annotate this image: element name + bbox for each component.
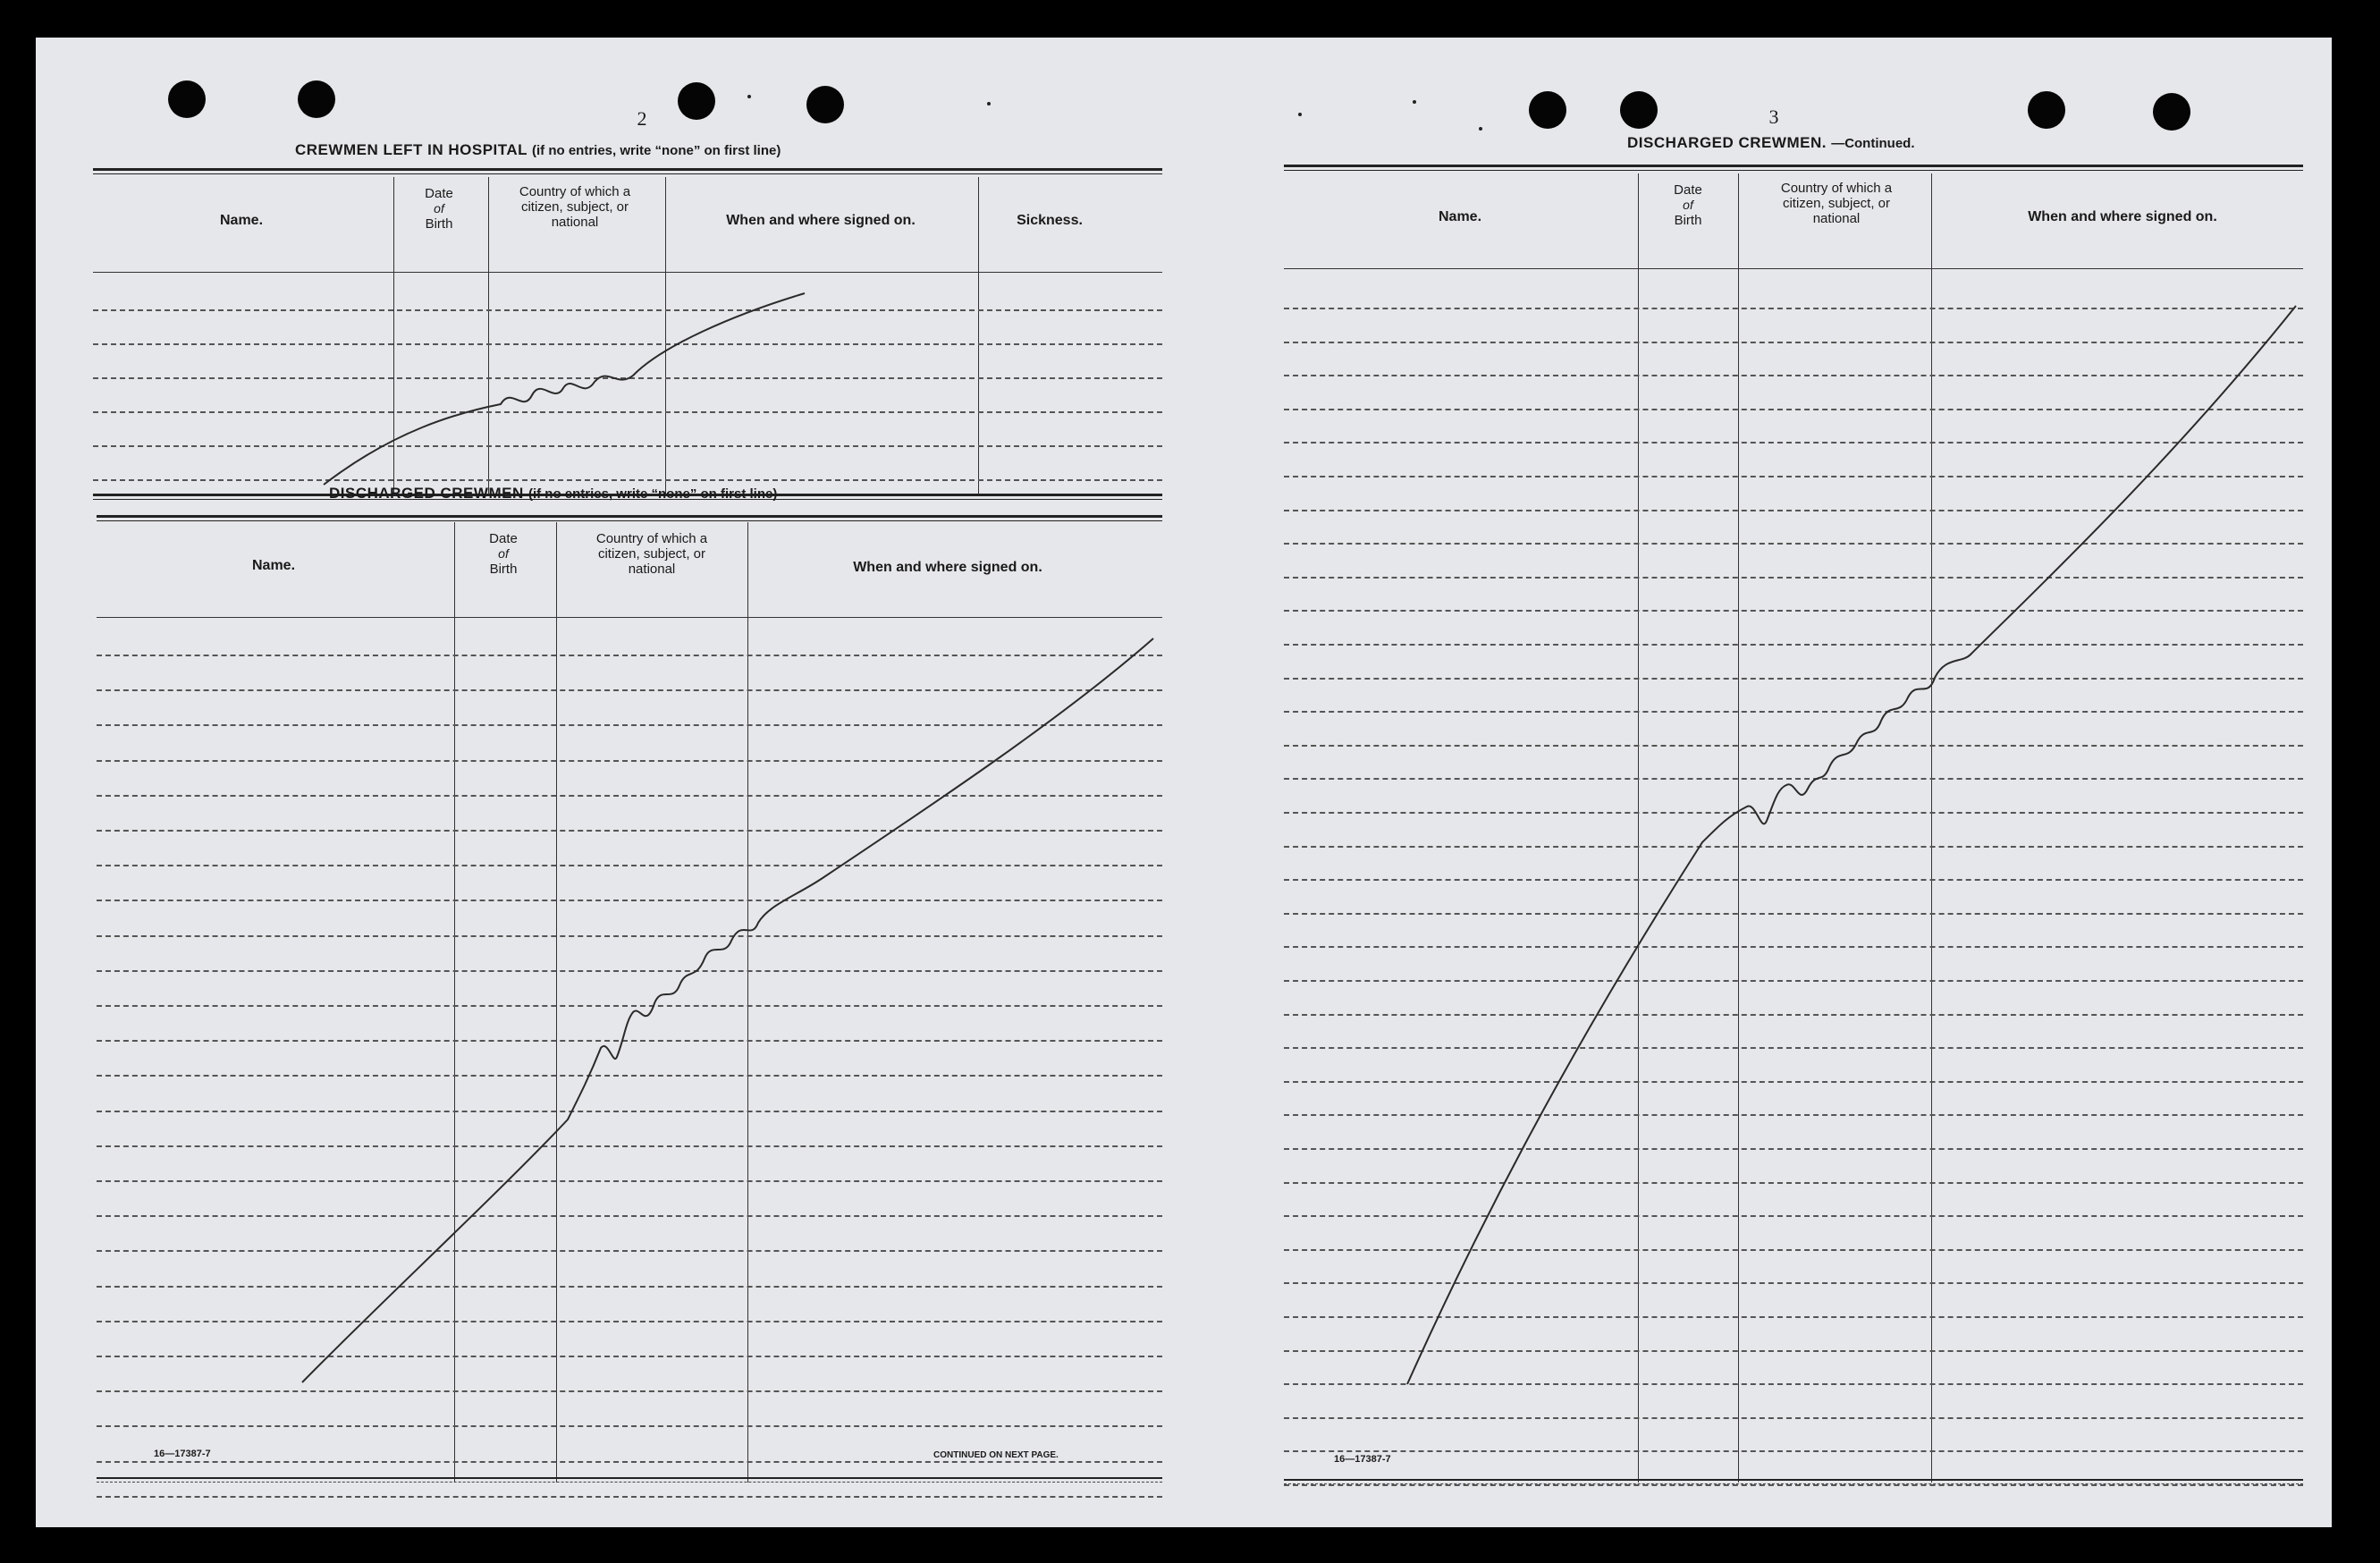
- table-row: [1284, 846, 2303, 848]
- table-row: [1284, 308, 2303, 309]
- country-line1: Country of which a: [1780, 181, 1893, 196]
- speck: [1298, 113, 1302, 116]
- discharged-title-note: (if no entries, write “none” on first line): [527, 486, 778, 502]
- table-row: [1284, 1450, 2303, 1452]
- country-line3: national: [551, 215, 599, 230]
- table-row: [1284, 1316, 2303, 1318]
- table-row: [97, 1145, 1162, 1147]
- col-header-signed: When and where signed on.: [2028, 209, 2217, 224]
- table-row: [97, 1180, 1162, 1182]
- col-header-dob: [454, 531, 553, 577]
- table-row: [1284, 610, 2303, 612]
- table-row: [1284, 1417, 2303, 1419]
- hospital-top-rule: [93, 168, 1162, 171]
- punch-hole: [2153, 93, 2190, 131]
- table-row: [1284, 644, 2303, 646]
- discharged-bottom-rule: [97, 1477, 1162, 1479]
- col-header-country: [556, 531, 747, 577]
- speck: [987, 102, 991, 106]
- table-row: [1284, 577, 2303, 579]
- table-row: [97, 1040, 1162, 1042]
- column-divider: [747, 522, 748, 1483]
- column-divider: [556, 522, 557, 1483]
- col-header-name: Name.: [1438, 209, 1482, 224]
- table-row: [1284, 980, 2303, 982]
- hospital-table: [93, 177, 1162, 497]
- dob-line1: Date: [425, 186, 453, 201]
- hospital-section-title: [295, 141, 781, 159]
- table-row: [97, 795, 1162, 797]
- dob-line3: Birth: [425, 216, 453, 232]
- punch-hole: [806, 86, 844, 123]
- table-row: [93, 343, 1162, 345]
- table-row: [1284, 476, 2303, 477]
- col-header-signed: When and where signed on.: [726, 213, 916, 228]
- page-number: 2: [637, 107, 647, 130]
- table-row: [97, 760, 1162, 762]
- dob-line1: Date: [1674, 182, 1702, 198]
- table-row: [97, 724, 1162, 726]
- column-divider: [1638, 173, 1639, 1483]
- dob-line1: Date: [489, 531, 518, 546]
- column-divider: [1738, 173, 1739, 1483]
- table-row: [97, 1425, 1162, 1427]
- dob-line2: of: [434, 201, 444, 215]
- dob-line2: of: [498, 546, 509, 561]
- page-3: [1184, 38, 2332, 1527]
- discharged-continued-note: —Continued.: [1831, 136, 1915, 151]
- table-row: [1284, 745, 2303, 747]
- table-row: [1284, 543, 2303, 545]
- table-row: [97, 1356, 1162, 1357]
- continued-note: CONTINUED ON NEXT PAGE.: [933, 1450, 1059, 1460]
- table-row: [97, 1005, 1162, 1007]
- table-row: [1284, 678, 2303, 680]
- dob-line3: Birth: [1674, 213, 1702, 228]
- table-row: [1284, 1148, 2303, 1150]
- punch-hole: [2028, 91, 2065, 129]
- table-row: [1284, 1383, 2303, 1385]
- punch-hole: [168, 80, 206, 118]
- col-header-country: [488, 184, 662, 230]
- table-row: [97, 970, 1162, 972]
- table-row: [1284, 879, 2303, 881]
- discharged-top-rule: [97, 515, 1162, 518]
- column-divider: [1931, 173, 1932, 1483]
- discharged-section-title: [329, 485, 777, 503]
- table-row: [1284, 442, 2303, 444]
- table-row: [1284, 1215, 2303, 1217]
- country-line1: Country of which a: [595, 531, 708, 546]
- country-line2: citizen, subject, or: [1782, 196, 1891, 211]
- header-underline: [97, 617, 1162, 618]
- table-row: [1284, 1014, 2303, 1016]
- document-sheet: [36, 38, 2332, 1527]
- page-number: 3: [1768, 106, 1779, 128]
- continued-bottom-rule: [1284, 1479, 2303, 1481]
- discharged-table: [97, 522, 1162, 1484]
- table-row: [97, 900, 1162, 901]
- table-row: [1284, 946, 2303, 948]
- table-row: [97, 1286, 1162, 1288]
- punch-hole: [1529, 91, 1566, 129]
- table-row: [97, 1461, 1162, 1463]
- column-divider: [454, 522, 455, 1483]
- page-2: [36, 38, 1184, 1527]
- country-line3: national: [1812, 211, 1861, 226]
- country-line2: citizen, subject, or: [520, 199, 629, 215]
- speck: [747, 95, 751, 98]
- table-row: [1284, 1182, 2303, 1184]
- discharged-title-text: DISCHARGED CREWMEN: [329, 485, 524, 502]
- table-row: [97, 1321, 1162, 1322]
- table-row: [93, 411, 1162, 413]
- column-divider: [665, 177, 666, 495]
- col-header-country: [1742, 181, 1931, 226]
- table-row: [1284, 1350, 2303, 1352]
- table-row: [1284, 375, 2303, 376]
- col-header-signed: When and where signed on.: [853, 560, 1042, 575]
- dob-line3: Birth: [489, 562, 518, 577]
- table-row: [1284, 1484, 2303, 1486]
- form-number: 16—17387-7: [1334, 1454, 1391, 1465]
- table-row: [97, 1390, 1162, 1392]
- hospital-title-text: CREWMEN LEFT IN HOSPITAL: [295, 141, 527, 158]
- table-row: [1284, 1282, 2303, 1284]
- table-row: [1284, 510, 2303, 511]
- header-underline: [93, 272, 1162, 273]
- table-row: [97, 935, 1162, 937]
- col-header-name: Name.: [251, 558, 296, 573]
- table-row: [97, 1075, 1162, 1077]
- column-divider: [488, 177, 489, 495]
- col-header-dob: [1638, 182, 1738, 228]
- speck: [1479, 127, 1482, 131]
- country-line2: citizen, subject, or: [597, 546, 706, 562]
- table-row: [97, 1111, 1162, 1112]
- table-row: [1284, 812, 2303, 814]
- table-row: [1284, 1081, 2303, 1083]
- col-header-name: Name.: [219, 213, 264, 228]
- speck: [1413, 100, 1416, 104]
- column-divider: [978, 177, 979, 495]
- discharged-continued-text: DISCHARGED CREWMEN.: [1627, 134, 1827, 151]
- hospital-title-note: (if no entries, write “none” on first line): [532, 143, 781, 158]
- discharged-continued-table: [1284, 173, 2303, 1484]
- col-header-dob: [393, 186, 485, 232]
- table-row: [1284, 711, 2303, 713]
- punch-hole: [298, 80, 335, 118]
- country-line3: national: [628, 562, 676, 577]
- table-row: [93, 309, 1162, 311]
- continued-top-rule: [1284, 165, 2303, 167]
- table-row: [97, 1250, 1162, 1252]
- punch-hole: [1620, 91, 1658, 129]
- table-row: [1284, 1114, 2303, 1116]
- col-header-sickness: Sickness.: [1017, 213, 1083, 228]
- table-row: [93, 479, 1162, 481]
- table-row: [93, 445, 1162, 447]
- table-row: [97, 1215, 1162, 1217]
- table-row: [97, 689, 1162, 691]
- table-row: [97, 865, 1162, 866]
- table-row: [1284, 1249, 2303, 1251]
- table-row: [1284, 342, 2303, 343]
- discharged-continued-title: [1627, 134, 1915, 152]
- table-row: [97, 1496, 1162, 1498]
- dob-line2: of: [1683, 198, 1693, 212]
- header-underline: [1284, 268, 2303, 269]
- table-row: [97, 655, 1162, 656]
- table-row: [93, 377, 1162, 379]
- form-number: 16—17387-7: [154, 1449, 211, 1459]
- column-divider: [393, 177, 394, 495]
- table-row: [1284, 778, 2303, 780]
- table-row: [1284, 913, 2303, 915]
- country-line1: Country of which a: [519, 184, 631, 199]
- punch-hole: [678, 82, 715, 120]
- table-row: [1284, 409, 2303, 410]
- table-row: [1284, 1047, 2303, 1049]
- table-row: [97, 830, 1162, 832]
